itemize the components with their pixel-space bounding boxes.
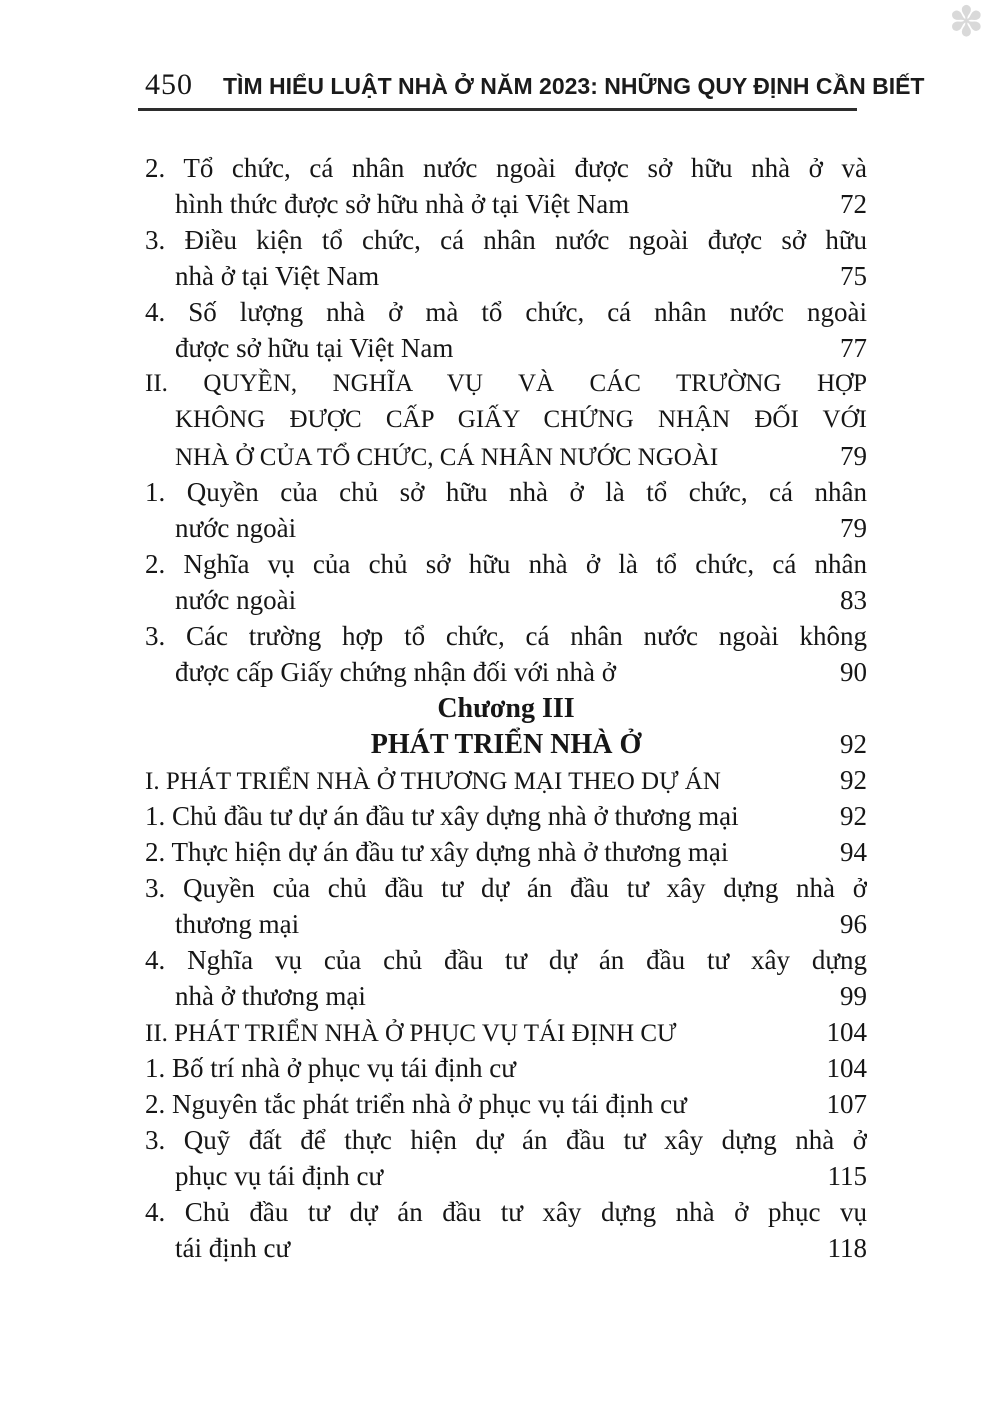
toc-entry	[145, 546, 867, 618]
toc-line	[145, 798, 867, 834]
toc-line-text: nhà ở thương mại	[175, 981, 366, 1011]
toc-entry	[145, 366, 867, 474]
toc-line-text: 2. Nghĩa vụ của chủ sở hữu nhà ở là tổ chức, cá nhân	[145, 549, 867, 579]
toc-entry	[145, 1086, 867, 1122]
toc-entry	[145, 150, 867, 222]
page-number: 107	[826, 1089, 867, 1119]
toc-entry	[145, 618, 867, 690]
page-number: 79	[840, 441, 867, 471]
toc-line	[145, 1194, 867, 1230]
toc-entry	[145, 1014, 867, 1050]
page-number: 90	[840, 657, 867, 687]
toc-line-text: được cấp Giấy chứng nhận đối với nhà ở	[175, 657, 616, 687]
toc-line-text: 1. Chủ đầu tư dự án đầu tư xây dựng nhà ở thương mại	[145, 801, 739, 831]
page-header	[145, 68, 925, 102]
header-rule	[138, 108, 857, 111]
page-number: 104	[826, 1053, 867, 1083]
toc-line-text: Chương III	[437, 693, 575, 724]
toc-line	[145, 906, 867, 942]
toc-line-text: 1. Bố trí nhà ở phục vụ tái định cư	[145, 1053, 516, 1083]
page-number: 96	[840, 909, 867, 939]
toc-entry	[145, 726, 867, 762]
toc-line	[145, 438, 867, 474]
toc-line-text: KHÔNG ĐƯỢC CẤP GIẤY CHỨNG NHẬN ĐỐI VỚI	[175, 406, 867, 433]
toc-line-text: tái định cư	[175, 1233, 291, 1263]
toc-line-text: 2. Tổ chức, cá nhân nước ngoài được sở hữu nhà ở và	[145, 153, 867, 183]
toc-line-text: thương mại	[175, 909, 300, 939]
toc-line	[145, 294, 867, 330]
toc-line	[145, 366, 867, 402]
toc-line-text: PHÁT TRIỂN NHÀ Ở	[370, 729, 642, 760]
toc-entry	[145, 942, 867, 1014]
page-number: 72	[840, 189, 867, 219]
toc-line-text: 3. Các trường hợp tổ chức, cá nhân nước ngoài không	[145, 621, 867, 651]
toc-entry	[145, 1122, 867, 1194]
toc-entry	[145, 222, 867, 294]
toc-line-text: 2. Nguyên tắc phát triển nhà ở phục vụ tái định cư	[145, 1089, 687, 1119]
toc-line-text: được sở hữu tại Việt Nam	[175, 333, 454, 363]
toc-line	[145, 870, 867, 906]
toc-line	[145, 150, 867, 186]
toc-line-text: 3. Quỹ đất để thực hiện dự án đầu tư xây dựng nhà ở	[145, 1125, 867, 1155]
toc-line	[145, 402, 867, 438]
toc-line	[145, 222, 867, 258]
toc-line	[145, 474, 867, 510]
toc-line	[145, 582, 867, 618]
toc-line	[145, 186, 867, 222]
toc-line-text: 2. Thực hiện dự án đầu tư xây dựng nhà ở thương mại	[145, 837, 729, 867]
toc-line	[145, 330, 867, 366]
corner-flower-icon: ✽	[948, 0, 984, 46]
toc-line-text: II. PHÁT TRIỂN NHÀ Ở PHỤC VỤ TÁI ĐỊNH CƯ	[145, 1020, 677, 1047]
toc-line-text: 4. Chủ đầu tư dự án đầu tư xây dựng nhà ở phục vụ	[145, 1197, 867, 1227]
toc-line-text: 4. Nghĩa vụ của chủ đầu tư dự án đầu tư xây dựng	[145, 945, 867, 975]
toc-line-text: 3. Quyền của chủ đầu tư dự án đầu tư xây dựng nhà ở	[145, 873, 867, 903]
toc-line	[145, 510, 867, 546]
toc-entry	[145, 834, 867, 870]
toc-line	[145, 1230, 867, 1266]
toc-line	[145, 1158, 867, 1194]
toc-line	[145, 618, 867, 654]
page-number: 75	[840, 261, 867, 291]
toc-line	[145, 942, 867, 978]
toc-line	[145, 546, 867, 582]
toc-line-text: 1. Quyền của chủ sở hữu nhà ở là tổ chức, cá nhân	[145, 477, 867, 507]
toc-line-text: I. PHÁT TRIỂN NHÀ Ở THƯƠNG MẠI THEO DỰ ÁN	[145, 768, 721, 795]
page-number: 115	[827, 1161, 867, 1191]
toc-line-text: phục vụ tái định cư	[175, 1161, 384, 1191]
page-number: 92	[840, 729, 867, 759]
toc-line-text: 4. Số lượng nhà ở mà tổ chức, cá nhân nước ngoài	[145, 297, 867, 327]
toc-entry	[145, 1050, 867, 1086]
toc-entry	[145, 294, 867, 366]
toc-line-text: II. QUYỀN, NGHĨA VỤ VÀ CÁC TRƯỜNG HỢP	[145, 370, 867, 397]
page-number: 92	[840, 765, 867, 795]
toc-entry	[145, 870, 867, 942]
toc-line	[145, 834, 867, 870]
toc	[145, 150, 867, 1266]
running-title: TÌM HIỂU LUẬT NHÀ Ở NĂM 2023: NHỮNG QUY ĐỊNH CẦN BIẾT	[223, 73, 925, 99]
page-number: 77	[840, 333, 867, 363]
toc-entry	[145, 798, 867, 834]
toc-line	[145, 762, 867, 798]
toc-line	[145, 726, 867, 762]
toc-line	[145, 258, 867, 294]
toc-line-text: hình thức được sở hữu nhà ở tại Việt Nam	[175, 189, 630, 219]
toc-line-text: nước ngoài	[175, 513, 297, 543]
toc-line-text: nước ngoài	[175, 585, 297, 615]
folio-page-number: 450	[145, 68, 193, 101]
page-number: 99	[840, 981, 867, 1011]
page-number: 83	[840, 585, 867, 615]
toc-line	[145, 1050, 867, 1086]
toc-entry	[145, 1194, 867, 1266]
page-number: 92	[840, 801, 867, 831]
toc-line	[145, 1122, 867, 1158]
page-number: 94	[840, 837, 867, 867]
toc-line-text: NHÀ Ở CỦA TỔ CHỨC, CÁ NHÂN NƯỚC NGOÀI	[175, 444, 719, 471]
toc-entry	[145, 762, 867, 798]
toc-line-text: nhà ở tại Việt Nam	[175, 261, 380, 291]
toc-line	[145, 654, 867, 690]
toc-line	[145, 690, 867, 726]
page-number: 104	[826, 1017, 867, 1047]
toc-line-text: 3. Điều kiện tổ chức, cá nhân nước ngoài được sở hữu	[145, 225, 867, 255]
toc-entry	[145, 474, 867, 546]
page-number: 118	[827, 1233, 867, 1263]
toc-line	[145, 1014, 867, 1050]
toc-line	[145, 978, 867, 1014]
page-number: 79	[840, 513, 867, 543]
toc-line	[145, 1086, 867, 1122]
toc-entry	[145, 690, 867, 726]
